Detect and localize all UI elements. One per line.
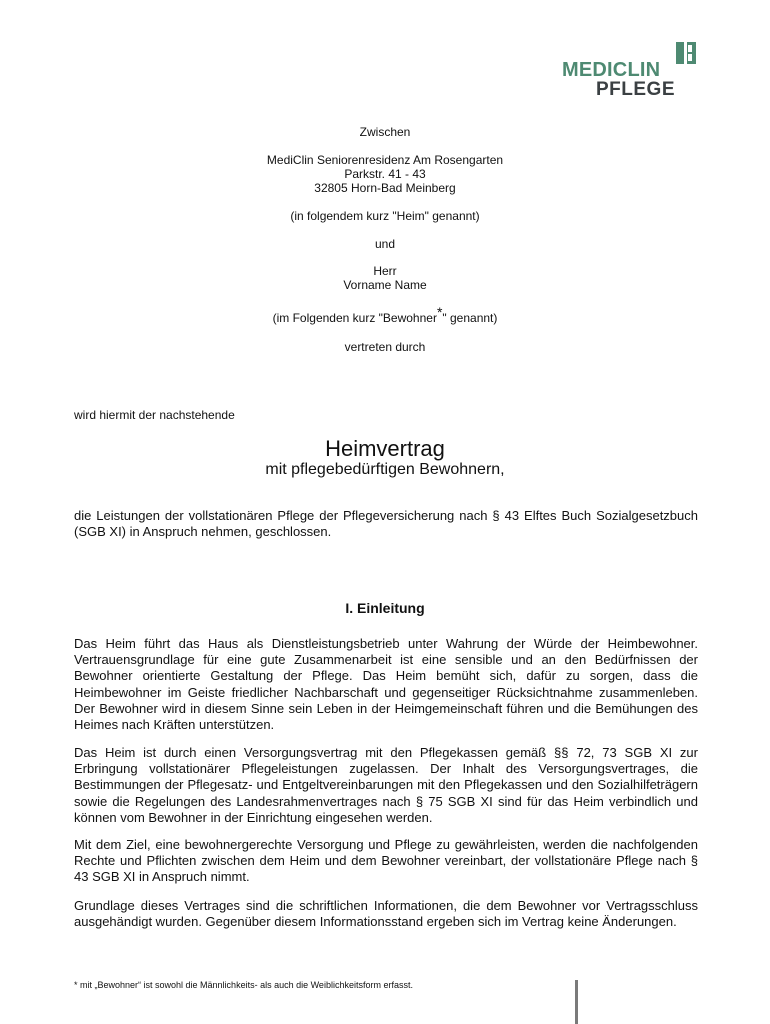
zwischen-label: Zwischen [359, 125, 411, 139]
logo-mark-icon [676, 42, 696, 64]
section-heading: I. Einleitung [345, 600, 425, 616]
mediclin-logo [560, 42, 700, 100]
vertreten-label: vertreten durch [344, 340, 426, 354]
section-paragraph-2: Das Heim ist durch einen Versorgungsvertrag mit den Pflegekassen gemäß §§ 72, 73 SGB XI zur Erbringung vollstationärer Pflegeleistungen zugelassen. Der Inhalt des Versorgungsvertrages, die Bestimmungen der Pflegesatz- und Entgeltvereinbarungen mit den Pflegekassen und den Sozialhilfeträgern sowie die Regelungen des Landesrahmenvertrages nach § 75 SGB XI sind für das Heim verbindlich und können vom Bewohner in der Einrichtung eingesehen werden. [74, 745, 698, 825]
footnote: * mit „Bewohner“ ist sowohl die Männlichkeits- als auch die Weiblichkeitsform erfasst. [74, 980, 413, 990]
footnote-marker: * [436, 304, 443, 320]
section-paragraph-4: Grundlage dieses Vertrages sind die schriftlichen Informationen, die dem Bewohner vor Vertragsschluss ausgehändigt wurden. Gegenüber diesem Informationsstand ergeben sich im Vertrag keine Änderungen. [74, 898, 698, 930]
intro-line: wird hiermit der nachstehende [74, 408, 235, 422]
resident-salutation: Herr [373, 264, 397, 278]
heim-note: (in folgendem kurz "Heim" genannt) [290, 209, 480, 223]
logo-text-mediclin: MEDICLIN [562, 59, 661, 81]
section-paragraph-1: Das Heim führt das Haus als Dienstleistungsbetrieb unter Wahrung der Würde der Heimbewohner. Vertrauensgrundlage für eine gute Zusammenarbeit ist eine sensible und an den Bedürfnissen der Bewohner orientierte Gestaltung der Pflege. Das Heim bemüht sich, dafür zu sorgen, dass die Heimbewohner im Geiste friedlicher Nachbarschaft und gegenseitiger Rücksichtnahme zusammenleben. Der Bewohner wird in diesem Sinne sein Leben in der Heimgemeinschaft führen und die Bemühungen des Heimes nach Kräften unterstützen. [74, 636, 698, 733]
resident-name: Vorname Name [343, 278, 427, 292]
section-paragraph-3: Mit dem Ziel, eine bewohnergerechte Versorgung und Pflege zu gewährleisten, werden die nachfolgenden Rechte und Pflichten zwischen dem Heim und dem Bewohner vereinbart, der vollstationäre Pflege nach § 43 SGB XI in Anspruch nimmt. [74, 837, 698, 885]
und-label: und [374, 237, 396, 251]
bewohner-note: (im Folgenden kurz "Bewohner*" genannt) [272, 304, 498, 325]
scope-paragraph: die Leistungen der vollstationären Pflege der Pflegeversicherung nach § 43 Elftes Buch Sozialgesetzbuch (SGB XI) in Anspruch nehmen, geschlossen. [74, 508, 698, 540]
document-subtitle: mit pflegebedürftigen Bewohnern, [265, 461, 505, 478]
document-title: Heimvertrag [325, 436, 445, 461]
facility-name: MediClin Seniorenresidenz Am Rosengarten [266, 153, 504, 167]
margin-bar [575, 980, 578, 1024]
logo-text-pflege: PFLEGE [596, 79, 676, 100]
facility-street: Parkstr. 41 - 43 [344, 167, 426, 181]
facility-city: 32805 Horn-Bad Meinberg [314, 181, 456, 195]
